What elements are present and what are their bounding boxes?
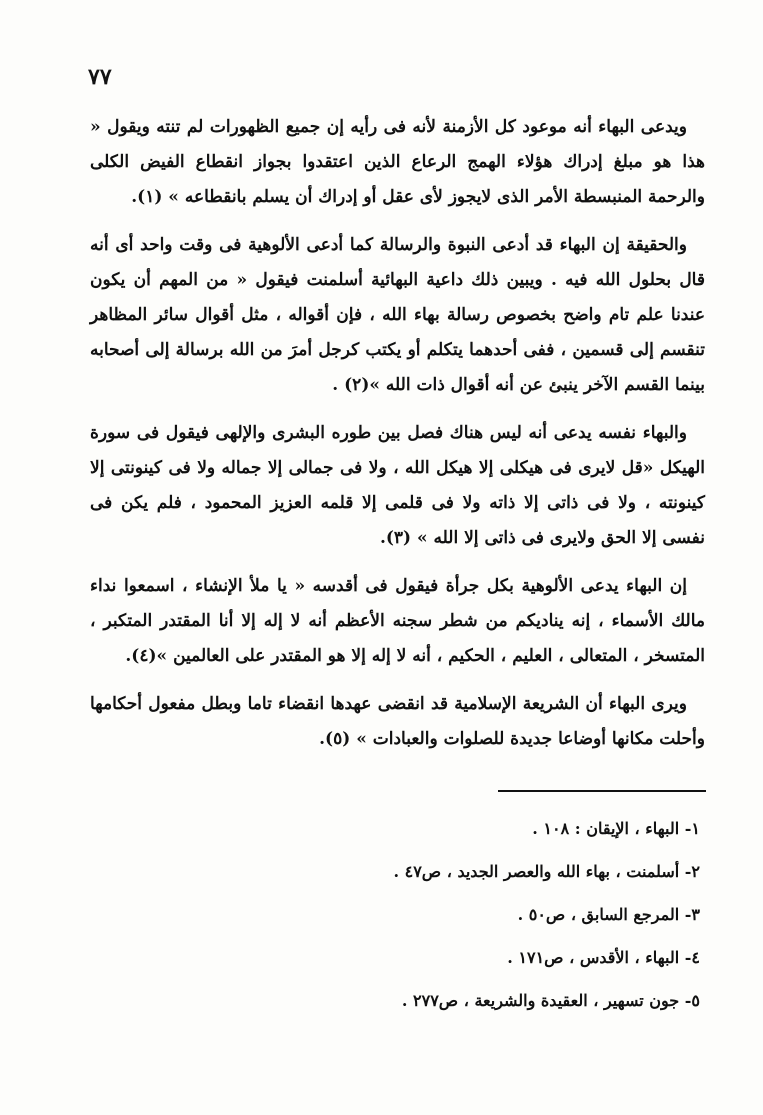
paragraph-5: ويرى البهاء أن الشريعة الإسلامية قد انقضى عهدها انقضاء تاما وبطل مفعول أحكامها وأحلت مكانها أوضاعا جديدة للصلوات والعبادات » (٥). [90,694,705,749]
footnotes-list [300,814,700,1029]
paragraph-1: ويدعى البهاء أنه موعود كل الأزمنة لأنه فى رأيه إن جميع الظهورات لم تنته ويقول « هذا هو مبلغ إدراك هؤلاء الهمج الرعاع الذين اعتقدوا بجواز انقطاع الفيض الكلى والرحمة المنبسطة الأمر الذى لايجوز لأى عقل أو إدراك أن يسلم بانقطاعه » (١). [90,117,705,207]
paragraph-4: إن البهاء يدعى الألوهية بكل جرأة فيقول فى أقدسه « يا ملأ الإنشاء ، اسمعوا نداء مالك الأسماء ، إنه يناديكم من شطر سجنه الأعظم أنه لا إله إلا أنا المقتدر المتكبر ، المتسخر ، المتعالى ، العليم ، الحكيم ، أنه لا إله إلا هو المقتدر على العالمين »(٤). [90,576,705,666]
footnote-3: ٣- المرجع السابق ، ص٥٠ . [517,905,700,924]
footnote-1: ١- البهاء ، الإيقان : ١٠٨ . [532,819,700,838]
footnote-5: ٥- جون تسهير ، العقيدة والشريعة ، ص٢٧٧ . [401,991,700,1010]
main-text [90,110,705,770]
paragraph-2: والحقيقة إن البهاء قد أدعى النبوة والرسالة كما أدعى الألوهية فى وقت واحد أى أنه قال بحلول الله فيه . ويبين ذلك داعية البهائية أسلمنت فيقول « من المهم أن يكون عندنا علم تام واضح بخصوص رسالة بهاء الله ، فإن أقواله ، مثل أقوال سائر المظاهر تنقسم إلى قسمين ، ففى أحدهما يتكلم أو يكتب كرجل أمرَ من الله برسالة إلى أصحابه بينما القسم الآخر ينبئ عن أنه أقوال ذات الله »(٢) . [90,235,705,395]
page-number: ٧٧ [88,64,112,90]
footnote-2: ٢- أسلمنت ، بهاء الله والعصر الجديد ، ص٤٧ . [393,862,700,881]
footnote-4: ٤- البهاء ، الأقدس ، ص١٧١ . [507,948,700,967]
paragraph-3: والبهاء نفسه يدعى أنه ليس هناك فصل بين طوره البشرى والإلهى فيقول فى سورة الهيكل «قل لايرى فى هيكلى إلا هيكل الله ، ولا فى جمالى إلا جماله ولا فى كينونتى إلا كينونته ، ولا فى ذاتى إلا ذاته ولا فى قلمى إلا قلمه العزيز المحمود ، فلم يكن فى نفسى إلا الحق ولايرى فى ذاتى إلا الله » (٣). [90,423,705,548]
footnote-separator [498,790,706,792]
